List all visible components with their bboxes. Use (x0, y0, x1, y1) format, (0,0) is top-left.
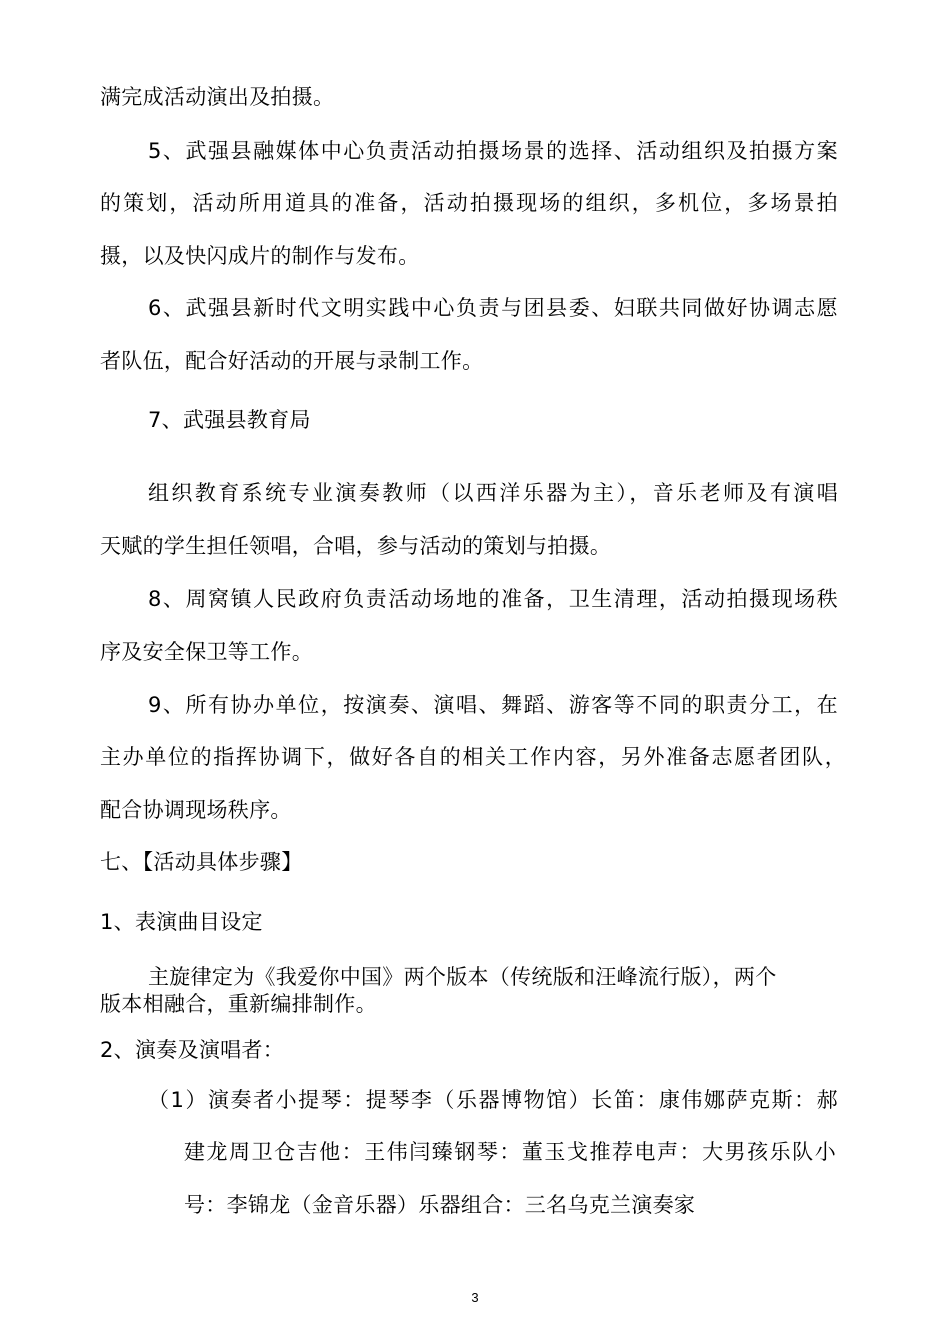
paragraph-line: 版本相融合，重新编排制作。 (100, 992, 377, 1016)
section-heading: 七、【活动具体步骤】 (100, 850, 303, 874)
list-item-line: 建龙周卫仓吉他：王伟闫臻钢琴：董玉戈推荐电声：大男孩乐队小 (184, 1140, 836, 1164)
paragraph-line: 主办单位的指挥协调下，做好各自的相关工作内容，另外准备志愿者团队， (100, 745, 846, 769)
paragraph-line: 5、武强县融媒体中心负责活动拍摄场景的选择、活动组织及拍摄方案 (148, 139, 838, 163)
paragraph-line: 摄，以及快闪成片的制作与发布。 (100, 244, 420, 268)
list-item-line: 号：李锦龙（金音乐器）乐器组合：三名乌克兰演奏家 (184, 1193, 696, 1217)
paragraph-line: 8、周窝镇人民政府负责活动场地的准备，卫生清理，活动拍摄现场秩 (148, 587, 838, 611)
subsection-heading: 2、演奏及演唱者： (100, 1038, 285, 1062)
list-item-line: （1）演奏者小提琴：提琴李（乐器博物馆）长笛：康伟娜萨克斯：郝 (148, 1088, 838, 1112)
paragraph-line: 的策划，活动所用道具的准备，活动拍摄现场的组织，多机位，多场景拍 (100, 191, 838, 215)
paragraph-line: 天赋的学生担任领唱，合唱，参与活动的策划与拍摄。 (100, 534, 612, 558)
paragraph-line: 6、武强县新时代文明实践中心负责与团县委、妇联共同做好协调志愿 (148, 296, 838, 320)
paragraph-line: 配合协调现场秩序。 (100, 798, 292, 822)
subsection-heading: 1、表演曲目设定 (100, 910, 263, 934)
paragraph-line: 者队伍，配合好活动的开展与录制工作。 (100, 349, 484, 373)
paragraph-line: 7、武强县教育局 (148, 408, 311, 432)
paragraph-line: 主旋律定为《我爱你中国》两个版本（传统版和汪峰流行版），两个 (148, 965, 777, 989)
page-number: 3 (471, 1290, 479, 1305)
paragraph-line: 组织教育系统专业演奏教师（以西洋乐器为主），音乐老师及有演唱 (148, 481, 838, 505)
paragraph-line: 序及安全保卫等工作。 (100, 640, 313, 664)
paragraph-line: 9、所有协办单位，按演奏、演唱、舞蹈、游客等不同的职责分工，在 (148, 693, 838, 717)
paragraph-line: 满完成活动演出及拍摄。 (100, 85, 335, 109)
